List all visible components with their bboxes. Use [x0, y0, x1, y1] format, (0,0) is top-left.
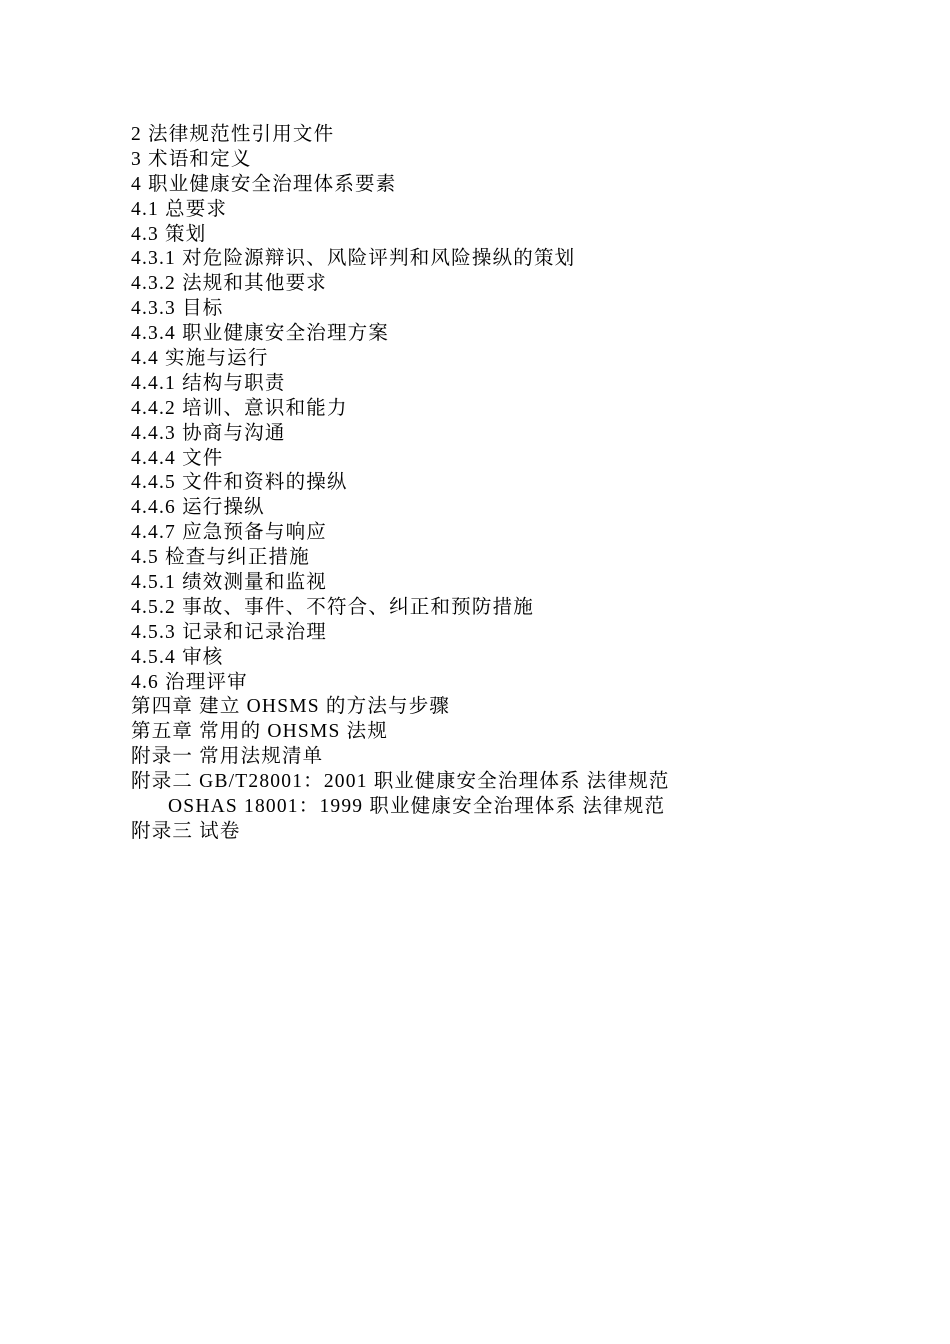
toc-entry: 附录一 常用法规清单	[131, 746, 324, 768]
toc-entry: 4.5.2 事故、事件、不符合、纠正和预防措施	[131, 596, 534, 618]
toc-entry: 3 术语和定义	[131, 148, 252, 170]
toc-entry: 4.4.4 文件	[131, 447, 224, 469]
toc-entry: 4.4 实施与运行	[131, 348, 269, 370]
toc-entry: 附录三 试卷	[131, 820, 241, 842]
toc-entry: 第四章 建立 OHSMS 的方法与步骤	[131, 696, 451, 718]
toc-entry: 4.4.5 文件和资料的操纵	[131, 472, 348, 494]
toc-entry: 4.5.3 记录和记录治理	[131, 621, 327, 643]
toc-entry: 附录二 GB/T28001：2001 职业健康安全治理体系 法律规范	[131, 771, 670, 793]
toc-entry: OSHAS 18001：1999 职业健康安全治理体系 法律规范	[168, 796, 666, 818]
toc-entry: 4.1 总要求	[131, 198, 228, 220]
toc-entry: 4.4.1 结构与职责	[131, 372, 286, 394]
toc-entry: 4 职业健康安全治理体系要素	[131, 173, 397, 195]
toc-entry: 4.5.1 绩效测量和监视	[131, 572, 327, 594]
toc-entry: 第五章 常用的 OHSMS 法规	[131, 721, 389, 743]
toc-entry: 4.3.4 职业健康安全治理方案	[131, 323, 390, 345]
toc-entry: 4.4.2 培训、意识和能力	[131, 397, 348, 419]
toc-entry: 4.3 策划	[131, 223, 207, 245]
toc-entry: 4.5 检查与纠正措施	[131, 547, 310, 569]
toc-entry: 4.3.2 法规和其他要求	[131, 273, 327, 295]
toc-entry: 4.5.4 审核	[131, 646, 224, 668]
toc-entry: 4.3.3 目标	[131, 298, 224, 320]
toc-entry: 2 法律规范性引用文件	[131, 124, 335, 145]
table-of-contents	[131, 123, 851, 845]
toc-entry: 4.6 治理评审	[131, 671, 248, 693]
toc-entry: 4.4.3 协商与沟通	[131, 422, 286, 444]
toc-entry: 4.4.7 应急预备与响应	[131, 522, 327, 544]
toc-entry: 4.3.1 对危险源辩识、风险评判和风险操纵的策划	[131, 248, 576, 270]
toc-entry: 4.4.6 运行操纵	[131, 497, 265, 519]
